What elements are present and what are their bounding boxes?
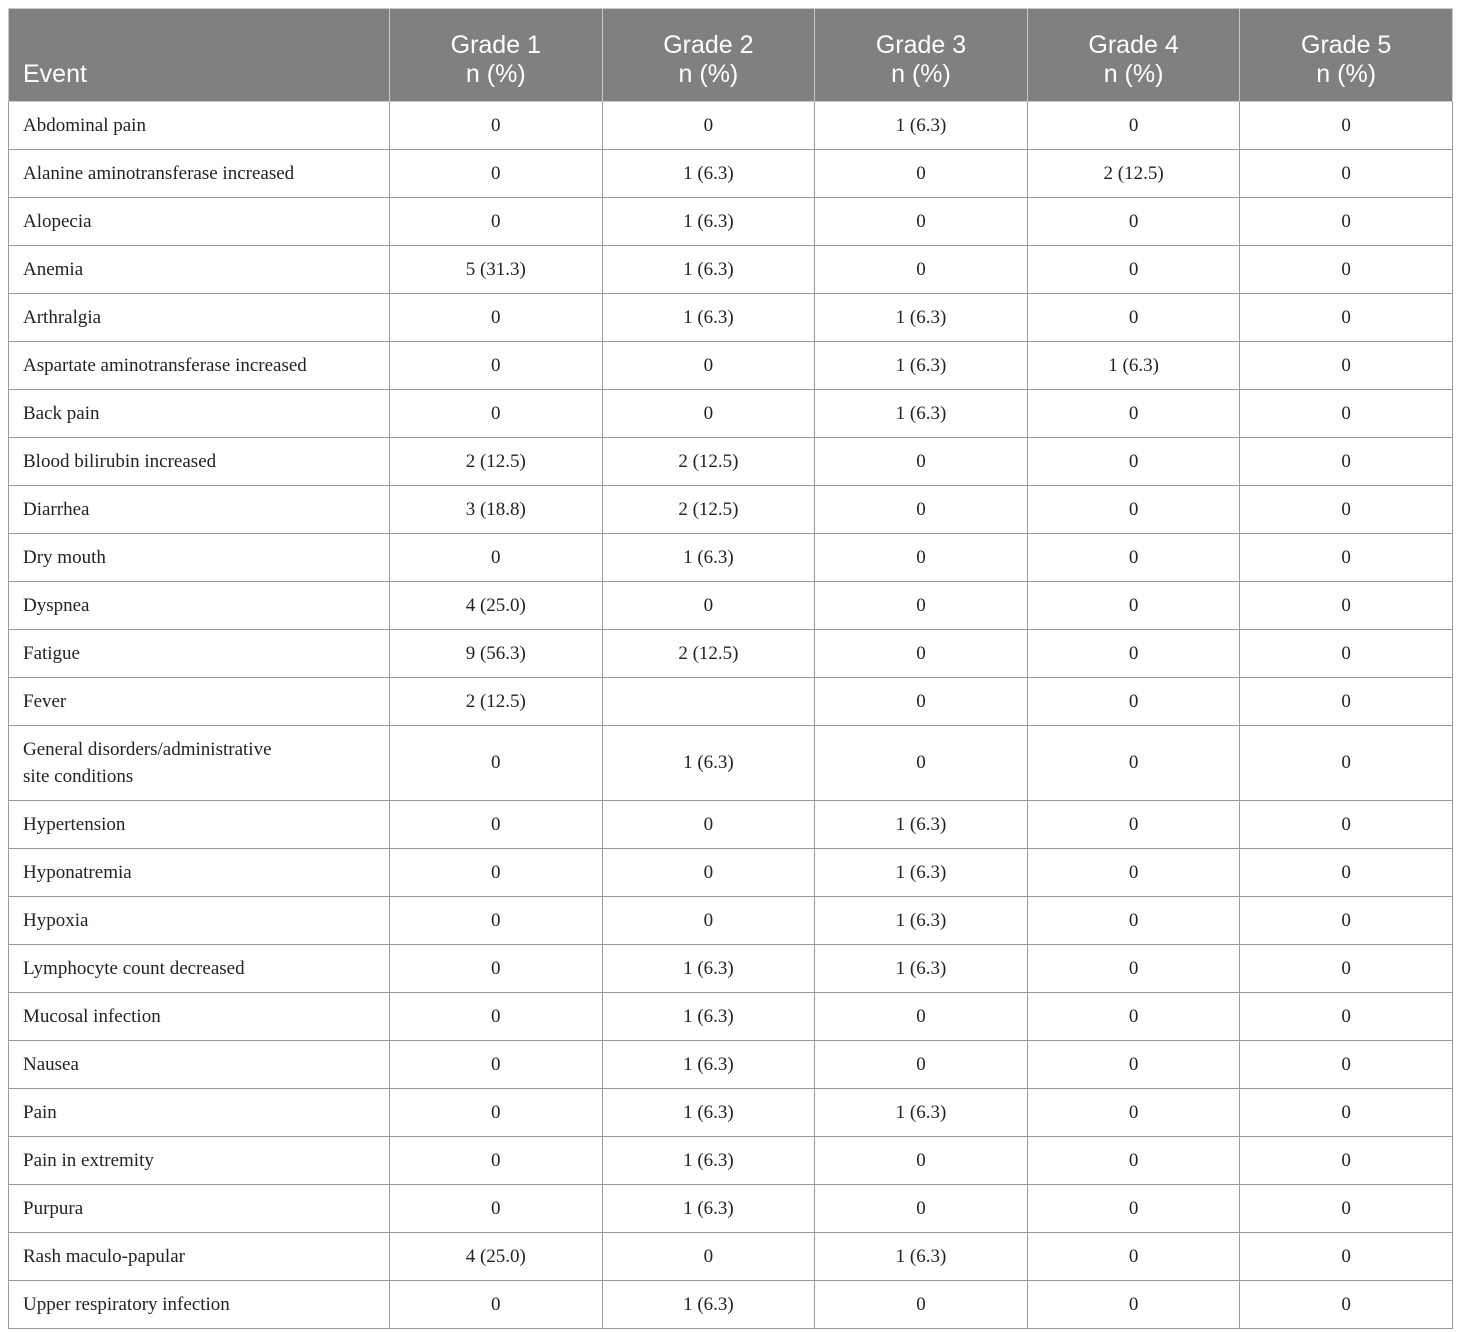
header-event bbox=[9, 9, 390, 102]
grade-5-cell: 0 bbox=[1240, 150, 1453, 198]
event-cell bbox=[9, 1185, 390, 1233]
table-row bbox=[9, 390, 1453, 438]
grade-1-cell: 0 bbox=[390, 294, 603, 342]
grade-3-cell: 0 bbox=[815, 486, 1028, 534]
header-grade-4 bbox=[1027, 9, 1240, 102]
table-row bbox=[9, 150, 1453, 198]
grade-1-cell: 0 bbox=[390, 1041, 603, 1089]
grade-4-cell: 0 bbox=[1027, 801, 1240, 849]
header-grade-unit: n (%) bbox=[1316, 60, 1377, 88]
grade-1-cell: 2 (12.5) bbox=[390, 678, 603, 726]
event-name: Upper respiratory infection bbox=[23, 1294, 230, 1315]
table-row bbox=[9, 678, 1453, 726]
grade-3-cell: 0 bbox=[815, 1041, 1028, 1089]
grade-4-cell: 0 bbox=[1027, 1041, 1240, 1089]
grade-2-cell: 1 (6.3) bbox=[602, 1137, 815, 1185]
grade-4-cell: 0 bbox=[1027, 726, 1240, 801]
grade-1-cell: 0 bbox=[390, 1137, 603, 1185]
grade-5-cell: 0 bbox=[1240, 849, 1453, 897]
grade-2-cell: 0 bbox=[602, 801, 815, 849]
table-row bbox=[9, 801, 1453, 849]
grade-4-cell: 0 bbox=[1027, 534, 1240, 582]
grade-2-cell: 1 (6.3) bbox=[602, 1185, 815, 1233]
grade-1-cell: 3 (18.8) bbox=[390, 486, 603, 534]
grade-1-cell: 0 bbox=[390, 534, 603, 582]
event-cell bbox=[9, 1041, 390, 1089]
grade-5-cell: 0 bbox=[1240, 342, 1453, 390]
grade-3-cell: 0 bbox=[815, 246, 1028, 294]
grade-3-cell: 0 bbox=[815, 198, 1028, 246]
header-grade-title: Grade 2 bbox=[663, 31, 754, 59]
grade-4-cell: 0 bbox=[1027, 945, 1240, 993]
table-row bbox=[9, 198, 1453, 246]
table-row bbox=[9, 102, 1453, 150]
table-row bbox=[9, 945, 1453, 993]
grade-4-cell: 0 bbox=[1027, 678, 1240, 726]
event-cell bbox=[9, 1137, 390, 1185]
grade-3-cell: 0 bbox=[815, 1281, 1028, 1329]
event-name: Fever bbox=[23, 691, 67, 712]
event-name: Abdominal pain bbox=[23, 115, 146, 136]
event-cell bbox=[9, 801, 390, 849]
event-cell bbox=[9, 678, 390, 726]
grade-1-cell: 0 bbox=[390, 849, 603, 897]
header-grade-title: Grade 3 bbox=[875, 31, 967, 59]
event-cell bbox=[9, 726, 390, 801]
event-cell bbox=[9, 198, 390, 246]
grade-5-cell: 0 bbox=[1240, 1281, 1453, 1329]
event-cell bbox=[9, 246, 390, 294]
table-row bbox=[9, 246, 1453, 294]
grade-4-cell: 0 bbox=[1027, 486, 1240, 534]
grade-1-cell: 0 bbox=[390, 993, 603, 1041]
grade-4-cell: 0 bbox=[1027, 993, 1240, 1041]
grade-4-cell: 2 (12.5) bbox=[1027, 150, 1240, 198]
grade-2-cell: 1 (6.3) bbox=[602, 726, 815, 801]
grade-2-cell: 0 bbox=[602, 897, 815, 945]
header-grade-title: Grade 5 bbox=[1301, 31, 1392, 59]
grade-4-cell: 0 bbox=[1027, 897, 1240, 945]
table-header bbox=[9, 9, 1453, 102]
event-name: Aspartate aminotransferase increased bbox=[23, 355, 307, 376]
grade-4-cell: 1 (6.3) bbox=[1027, 342, 1240, 390]
event-name: Anemia bbox=[23, 259, 84, 280]
grade-2-cell: 0 bbox=[602, 1233, 815, 1281]
grade-5-cell: 0 bbox=[1240, 390, 1453, 438]
event-cell bbox=[9, 1233, 390, 1281]
grade-3-cell: 1 (6.3) bbox=[815, 897, 1028, 945]
grade-4-cell: 0 bbox=[1027, 198, 1240, 246]
grade-5-cell: 0 bbox=[1240, 1089, 1453, 1137]
grade-2-cell: 1 (6.3) bbox=[602, 1281, 815, 1329]
header-grade-unit: n (%) bbox=[1103, 60, 1164, 88]
grade-1-cell: 0 bbox=[390, 342, 603, 390]
event-name: Fatigue bbox=[23, 643, 80, 664]
header-event-label: Event bbox=[23, 60, 87, 88]
grade-3-cell: 1 (6.3) bbox=[815, 294, 1028, 342]
grade-4-cell: 0 bbox=[1027, 630, 1240, 678]
grade-3-cell: 1 (6.3) bbox=[815, 1089, 1028, 1137]
event-cell bbox=[9, 390, 390, 438]
event-cell bbox=[9, 534, 390, 582]
table-body bbox=[9, 102, 1453, 1329]
grade-3-cell: 1 (6.3) bbox=[815, 801, 1028, 849]
event-cell bbox=[9, 582, 390, 630]
event-name: Purpura bbox=[23, 1198, 84, 1219]
grade-4-cell: 0 bbox=[1027, 1089, 1240, 1137]
header-row bbox=[9, 9, 1453, 102]
grade-1-cell: 0 bbox=[390, 1185, 603, 1233]
table-row bbox=[9, 897, 1453, 945]
grade-1-cell: 0 bbox=[390, 102, 603, 150]
event-name: Blood bilirubin increased bbox=[23, 451, 217, 472]
event-name: Nausea bbox=[23, 1054, 79, 1075]
grade-1-cell: 9 (56.3) bbox=[390, 630, 603, 678]
table-row bbox=[9, 294, 1453, 342]
grade-3-cell: 0 bbox=[815, 678, 1028, 726]
event-name: Pain bbox=[23, 1102, 57, 1123]
event-name: Back pain bbox=[23, 403, 100, 424]
grade-3-cell: 0 bbox=[815, 150, 1028, 198]
table-row bbox=[9, 726, 1453, 801]
event-name: Mucosal infection bbox=[23, 1006, 161, 1027]
grade-2-cell: 1 (6.3) bbox=[602, 534, 815, 582]
header-grade-unit: n (%) bbox=[891, 60, 951, 88]
table-row bbox=[9, 1185, 1453, 1233]
grade-5-cell: 0 bbox=[1240, 294, 1453, 342]
grade-5-cell: 0 bbox=[1240, 486, 1453, 534]
event-cell bbox=[9, 486, 390, 534]
grade-5-cell: 0 bbox=[1240, 582, 1453, 630]
grade-1-cell: 4 (25.0) bbox=[390, 1233, 603, 1281]
grade-3-cell: 1 (6.3) bbox=[815, 849, 1028, 897]
grade-4-cell: 0 bbox=[1027, 1185, 1240, 1233]
grade-1-cell: 4 (25.0) bbox=[390, 582, 603, 630]
event-cell bbox=[9, 150, 390, 198]
grade-4-cell: 0 bbox=[1027, 1233, 1240, 1281]
event-name: Alanine aminotransferase increased bbox=[23, 163, 295, 184]
table-row bbox=[9, 582, 1453, 630]
event-name: Hypertension bbox=[23, 814, 126, 835]
grade-5-cell: 0 bbox=[1240, 897, 1453, 945]
grade-5-cell: 0 bbox=[1240, 1233, 1453, 1281]
grade-2-cell: 2 (12.5) bbox=[602, 486, 815, 534]
grade-2-cell: 1 (6.3) bbox=[602, 198, 815, 246]
grade-5-cell: 0 bbox=[1240, 246, 1453, 294]
header-grade-unit: n (%) bbox=[678, 60, 739, 88]
grade-3-cell: 1 (6.3) bbox=[815, 390, 1028, 438]
grade-2-cell: 1 (6.3) bbox=[602, 294, 815, 342]
event-cell bbox=[9, 849, 390, 897]
event-name: Arthralgia bbox=[23, 307, 102, 328]
event-cell bbox=[9, 630, 390, 678]
grade-1-cell: 0 bbox=[390, 801, 603, 849]
grade-2-cell: 2 (12.5) bbox=[602, 630, 815, 678]
grade-3-cell: 1 (6.3) bbox=[815, 342, 1028, 390]
grade-1-cell: 0 bbox=[390, 150, 603, 198]
event-cell bbox=[9, 1281, 390, 1329]
grade-5-cell: 0 bbox=[1240, 534, 1453, 582]
grade-3-cell: 0 bbox=[815, 582, 1028, 630]
table-row bbox=[9, 342, 1453, 390]
event-cell bbox=[9, 438, 390, 486]
grade-5-cell: 0 bbox=[1240, 198, 1453, 246]
event-cell bbox=[9, 897, 390, 945]
adverse-events-table bbox=[8, 8, 1453, 1329]
grade-2-cell: 1 (6.3) bbox=[602, 150, 815, 198]
grade-4-cell: 0 bbox=[1027, 390, 1240, 438]
header-grade-3 bbox=[815, 9, 1028, 102]
event-name: Dry mouth bbox=[23, 547, 106, 568]
table-row bbox=[9, 1089, 1453, 1137]
table-row bbox=[9, 630, 1453, 678]
grade-1-cell: 5 (31.3) bbox=[390, 246, 603, 294]
grade-3-cell: 0 bbox=[815, 630, 1028, 678]
header-grade-unit: n (%) bbox=[465, 60, 526, 88]
grade-1-cell: 0 bbox=[390, 198, 603, 246]
event-name: Lymphocyte count decreased bbox=[23, 958, 245, 979]
event-cell bbox=[9, 102, 390, 150]
grade-5-cell: 0 bbox=[1240, 726, 1453, 801]
header-grade-2 bbox=[602, 9, 815, 102]
grade-2-cell: 0 bbox=[602, 102, 815, 150]
table-row bbox=[9, 1233, 1453, 1281]
grade-2-cell: 0 bbox=[602, 582, 815, 630]
grade-5-cell: 0 bbox=[1240, 1137, 1453, 1185]
grade-5-cell: 0 bbox=[1240, 1185, 1453, 1233]
event-name: site conditions bbox=[23, 766, 134, 787]
event-name: Hyponatremia bbox=[23, 862, 132, 883]
grade-4-cell: 0 bbox=[1027, 849, 1240, 897]
grade-2-cell: 1 (6.3) bbox=[602, 1041, 815, 1089]
grade-1-cell: 0 bbox=[390, 945, 603, 993]
grade-5-cell: 0 bbox=[1240, 630, 1453, 678]
header-grade-title: Grade 4 bbox=[1088, 31, 1179, 59]
event-cell bbox=[9, 993, 390, 1041]
event-name: Hypoxia bbox=[23, 910, 89, 931]
grade-2-cell bbox=[602, 678, 815, 726]
grade-3-cell: 0 bbox=[815, 993, 1028, 1041]
grade-3-cell: 0 bbox=[815, 1137, 1028, 1185]
grade-2-cell: 0 bbox=[602, 849, 815, 897]
grade-1-cell: 0 bbox=[390, 1281, 603, 1329]
event-cell bbox=[9, 294, 390, 342]
grade-1-cell: 0 bbox=[390, 726, 603, 801]
grade-2-cell: 0 bbox=[602, 342, 815, 390]
grade-4-cell: 0 bbox=[1027, 438, 1240, 486]
grade-5-cell: 0 bbox=[1240, 678, 1453, 726]
adverse-events-table-container bbox=[8, 8, 1452, 1329]
event-name: Rash maculo-papular bbox=[23, 1246, 185, 1267]
grade-5-cell: 0 bbox=[1240, 801, 1453, 849]
header-grade-1 bbox=[390, 9, 603, 102]
grade-4-cell: 0 bbox=[1027, 294, 1240, 342]
grade-4-cell: 0 bbox=[1027, 246, 1240, 294]
grade-1-cell: 0 bbox=[390, 1089, 603, 1137]
grade-4-cell: 0 bbox=[1027, 1137, 1240, 1185]
event-cell bbox=[9, 342, 390, 390]
grade-5-cell: 0 bbox=[1240, 945, 1453, 993]
event-name: Diarrhea bbox=[23, 499, 90, 520]
event-cell bbox=[9, 945, 390, 993]
event-name: Alopecia bbox=[23, 211, 92, 232]
grade-5-cell: 0 bbox=[1240, 438, 1453, 486]
grade-3-cell: 1 (6.3) bbox=[815, 945, 1028, 993]
header-grade-5 bbox=[1240, 9, 1453, 102]
event-name: General disorders/administrative bbox=[23, 739, 272, 760]
grade-5-cell: 0 bbox=[1240, 1041, 1453, 1089]
grade-2-cell: 1 (6.3) bbox=[602, 1089, 815, 1137]
grade-2-cell: 0 bbox=[602, 390, 815, 438]
grade-3-cell: 1 (6.3) bbox=[815, 102, 1028, 150]
grade-1-cell: 2 (12.5) bbox=[390, 438, 603, 486]
table-row bbox=[9, 1041, 1453, 1089]
table-row bbox=[9, 1137, 1453, 1185]
table-row bbox=[9, 993, 1453, 1041]
grade-3-cell: 1 (6.3) bbox=[815, 1233, 1028, 1281]
table-row bbox=[9, 534, 1453, 582]
grade-4-cell: 0 bbox=[1027, 1281, 1240, 1329]
table-row bbox=[9, 1281, 1453, 1329]
grade-4-cell: 0 bbox=[1027, 102, 1240, 150]
table-row bbox=[9, 849, 1453, 897]
grade-5-cell: 0 bbox=[1240, 102, 1453, 150]
grade-2-cell: 1 (6.3) bbox=[602, 945, 815, 993]
grade-1-cell: 0 bbox=[390, 897, 603, 945]
event-name: Dyspnea bbox=[23, 595, 90, 616]
grade-3-cell: 0 bbox=[815, 534, 1028, 582]
grade-3-cell: 0 bbox=[815, 438, 1028, 486]
grade-2-cell: 1 (6.3) bbox=[602, 993, 815, 1041]
table-row bbox=[9, 486, 1453, 534]
grade-4-cell: 0 bbox=[1027, 582, 1240, 630]
grade-1-cell: 0 bbox=[390, 390, 603, 438]
event-name: Pain in extremity bbox=[23, 1150, 154, 1171]
grade-2-cell: 1 (6.3) bbox=[602, 246, 815, 294]
header-grade-title: Grade 1 bbox=[450, 31, 541, 59]
grade-5-cell: 0 bbox=[1240, 993, 1453, 1041]
event-cell bbox=[9, 1089, 390, 1137]
grade-3-cell: 0 bbox=[815, 726, 1028, 801]
grade-2-cell: 2 (12.5) bbox=[602, 438, 815, 486]
table-row bbox=[9, 438, 1453, 486]
grade-3-cell: 0 bbox=[815, 1185, 1028, 1233]
